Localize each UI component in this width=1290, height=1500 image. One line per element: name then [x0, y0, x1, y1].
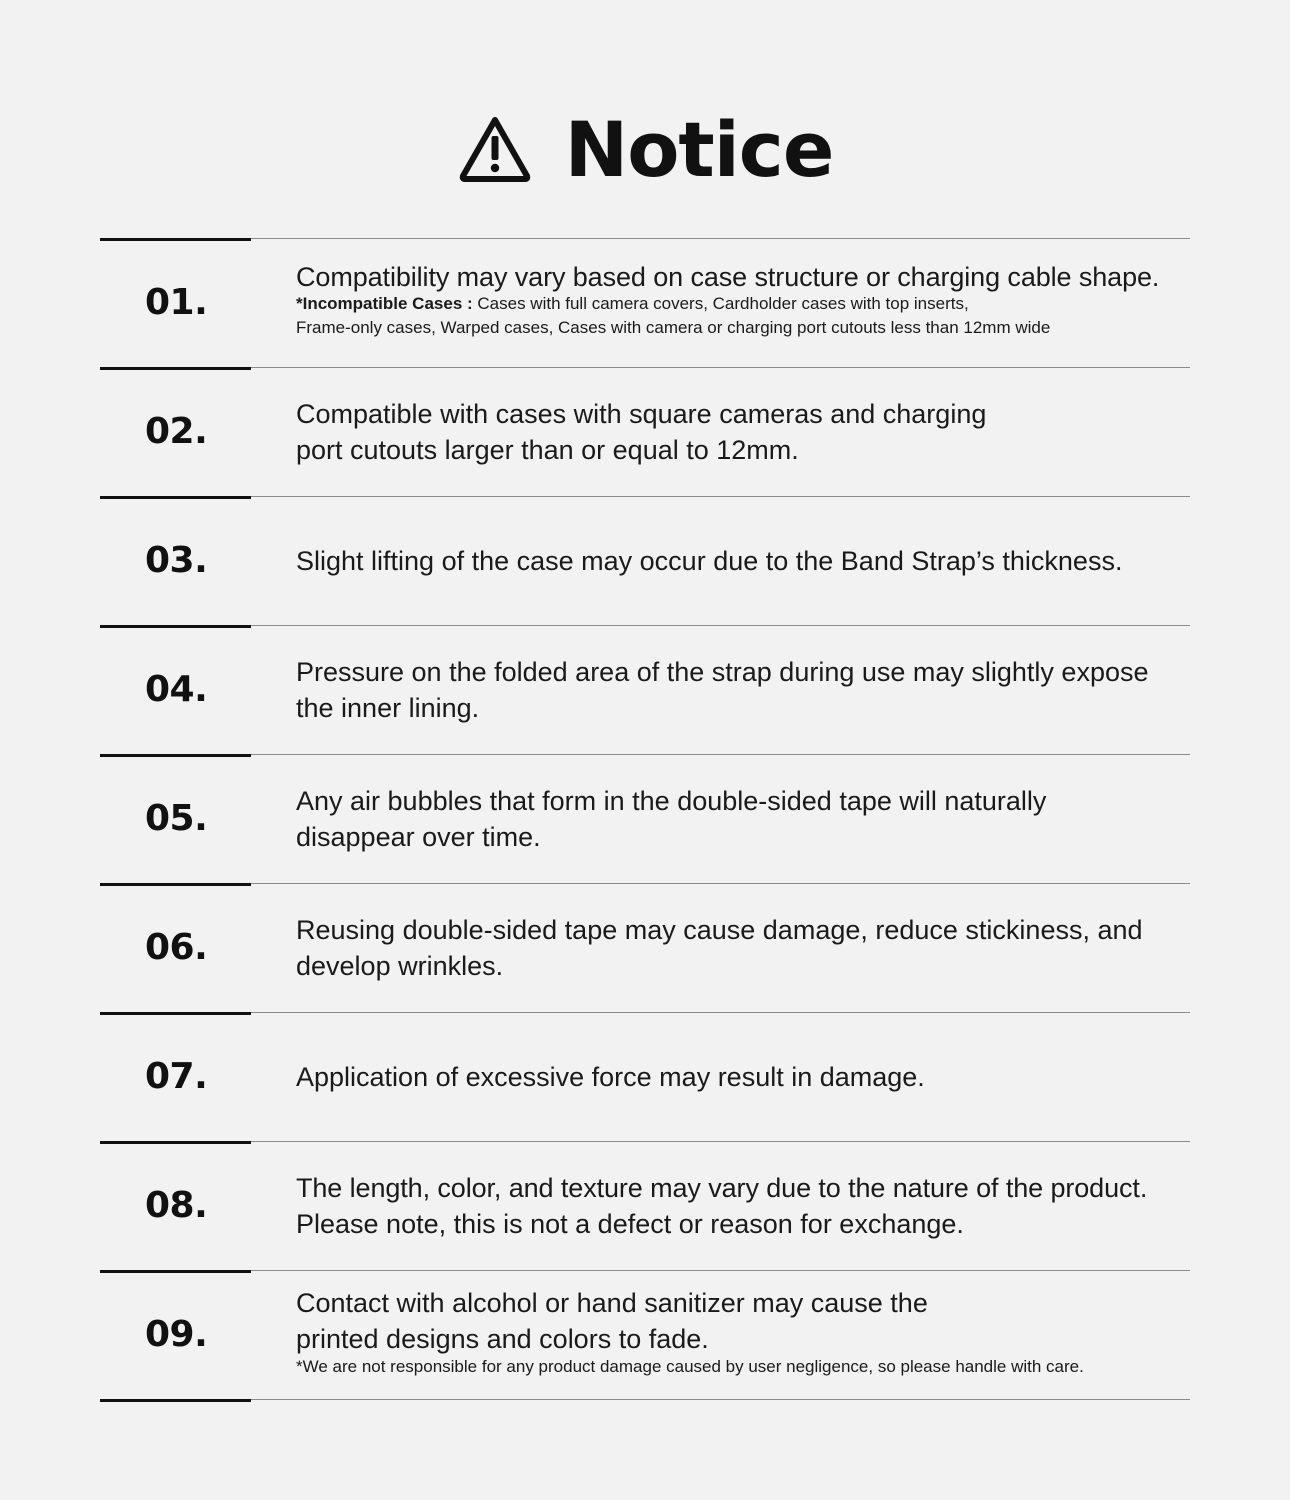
item-text — [296, 654, 1190, 726]
item-line: Contact with alcohol or hand sanitizer may cause the — [296, 1287, 928, 1318]
item-note-line: Frame-only cases, Warped cases, Cases with camera or charging port cutouts less than 12mm wide — [296, 318, 1051, 337]
notice-item-08 — [100, 1141, 1190, 1270]
divider-thick — [100, 1012, 251, 1015]
divider-thick — [100, 1399, 251, 1402]
divider-thin — [251, 1399, 1190, 1400]
item-number: 04. — [145, 669, 208, 710]
divider-thick — [100, 883, 251, 886]
item-note-bold: *Incompatible Cases : — [296, 294, 473, 313]
item-text — [296, 259, 1190, 340]
item-number: 07. — [145, 1056, 208, 1097]
item-number: 03. — [145, 540, 208, 581]
item-line: Application of excessive force may result in damage. — [296, 1061, 925, 1092]
notice-item-03 — [100, 496, 1190, 625]
page-title: Notice — [564, 105, 834, 194]
item-line: The length, color, and texture may vary due to the nature of the product. — [296, 1172, 1148, 1203]
item-line: Slight lifting of the case may occur due to the Band Strap’s thickness. — [296, 545, 1123, 576]
divider-thick — [100, 625, 251, 628]
item-line: printed designs and colors to fade. — [296, 1323, 709, 1354]
item-number: 01. — [145, 282, 208, 323]
notice-item-04 — [100, 625, 1190, 754]
divider-thick — [100, 238, 251, 241]
item-note-line: Cases with full camera covers, Cardholder cases with top inserts, — [472, 294, 969, 313]
notice-item-07 — [100, 1012, 1190, 1141]
divider-thin — [251, 883, 1190, 884]
item-line: disappear over time. — [296, 821, 541, 852]
notice-item-09 — [100, 1270, 1190, 1399]
item-number: 06. — [145, 927, 208, 968]
item-line: Compatibility may vary based on case structure or charging cable shape. — [296, 262, 1160, 292]
divider-thick — [100, 1141, 251, 1144]
divider-thick — [100, 367, 251, 370]
warning-triangle-icon — [457, 114, 533, 184]
notice-header — [0, 100, 1290, 200]
item-line: Reusing double-sided tape may cause damage, reduce stickiness, and — [296, 914, 1143, 945]
item-line: port cutouts larger than or equal to 12mm. — [296, 434, 799, 465]
divider-thin — [251, 1270, 1190, 1271]
item-line: Please note, this is not a defect or reason for exchange. — [296, 1208, 964, 1239]
notice-item-02 — [100, 367, 1190, 496]
divider-thick — [100, 1270, 251, 1273]
item-line: Pressure on the folded area of the strap during use may slightly expose — [296, 656, 1149, 687]
item-text — [296, 1285, 1190, 1379]
item-note — [296, 292, 1190, 316]
item-text — [296, 783, 1190, 855]
divider-thick — [100, 754, 251, 757]
divider-thin — [251, 367, 1190, 368]
divider-thin — [251, 1141, 1190, 1142]
divider-thin — [251, 496, 1190, 497]
item-note: *We are not responsible for any product damage caused by user negligence, so please handle with care. — [296, 1356, 1084, 1376]
item-number: 05. — [145, 798, 208, 839]
item-number: 08. — [145, 1185, 208, 1226]
item-text — [296, 543, 1190, 579]
notice-item-01 — [100, 238, 1190, 367]
item-line: Any air bubbles that form in the double-sided tape will naturally — [296, 785, 1047, 816]
divider-thin — [251, 1012, 1190, 1013]
divider-thin — [251, 625, 1190, 626]
item-line: Compatible with cases with square cameras and charging — [296, 398, 987, 429]
item-text — [296, 912, 1190, 984]
divider-thin — [251, 238, 1190, 239]
notice-item-05 — [100, 754, 1190, 883]
notice-item-06 — [100, 883, 1190, 1012]
divider-thin — [251, 754, 1190, 755]
item-text — [296, 396, 1190, 468]
item-number: 09. — [145, 1314, 208, 1355]
divider-thick — [100, 496, 251, 499]
item-line: the inner lining. — [296, 692, 480, 723]
item-number: 02. — [145, 411, 208, 452]
item-text — [296, 1170, 1190, 1242]
notice-list — [100, 238, 1190, 1402]
list-bottom-divider — [100, 1399, 1190, 1402]
item-text — [296, 1059, 1190, 1095]
item-line: develop wrinkles. — [296, 950, 504, 981]
